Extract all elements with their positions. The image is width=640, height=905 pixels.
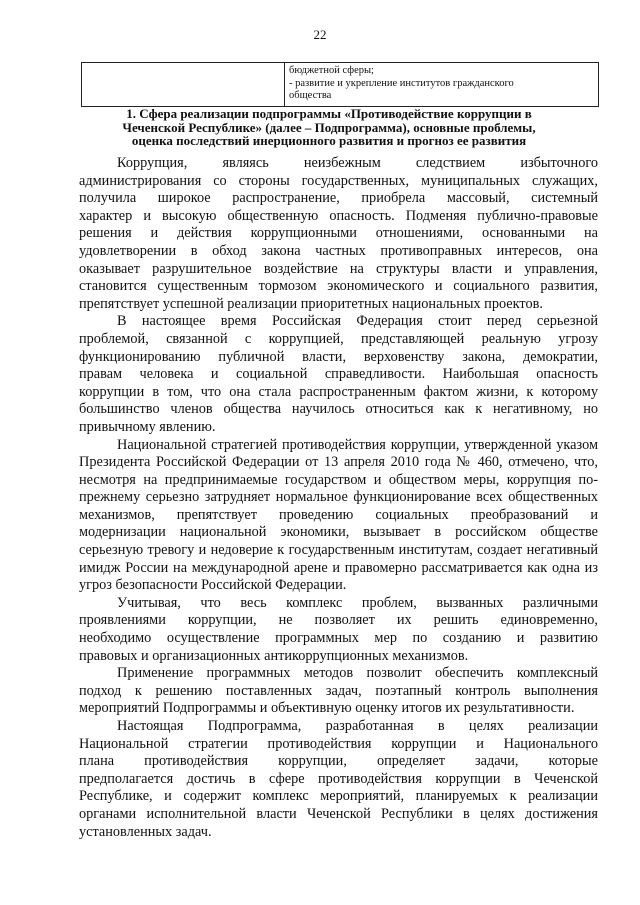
text-line: большинство членов общества научилось относиться как к негативному, но [79, 401, 598, 418]
text-line: проявлениями коррупции, не позволяет их решить единовременно, [79, 612, 598, 629]
text-line: Президента Российской Федерации от 13 апреля 2010 года № 460, отмечено, что, [79, 454, 598, 471]
text-line: Учитывая, что весь комплекс проблем, вызванных различными [117, 594, 598, 611]
paragraph [79, 665, 598, 718]
text-line: имидж России на международной арене и правомерно рассматривается как одна из [79, 559, 598, 576]
table-line: бюджетной сферы; [289, 65, 374, 76]
body-text [79, 155, 598, 841]
text-line: Республике, и содержит комплекс мероприятий, планируемых к реализации [79, 788, 598, 805]
section-heading [60, 107, 598, 148]
text-line: серьезную тревогу и недоверие к государственным институтам, создает негативный [79, 542, 598, 559]
table-right-cell [285, 63, 598, 106]
heading-line: Чеченской Республике» (далее – Подпрограмма), основные проблемы, [122, 119, 536, 135]
text-line: мероприятий Подпрограммы и объективную оценку итогов их результативности. [79, 700, 575, 717]
text-line: проблемой, связанной с коррупцией, представляющей реальную угрозу [79, 330, 598, 347]
text-line: препятствует успешной реализации приоритетных национальных проектов. [79, 295, 543, 312]
paragraph [79, 155, 598, 313]
text-line: прежнему серьезно затрудняет нормальное функционирование всех общественных [79, 489, 598, 506]
continued-table [81, 62, 599, 107]
text-line: функционированию публичной власти, верховенству закона, демократии, [79, 348, 598, 365]
paragraph [79, 437, 598, 595]
paragraph [79, 595, 598, 665]
text-line: механизмов, препятствует проведению социальных преобразований и [79, 506, 598, 523]
table-line: - развитие и укрепление институтов гражданского [289, 77, 514, 89]
text-line: Национальной стратегией противодействия коррупции, утвержденной указом [117, 436, 598, 453]
text-line: правовых и организационных антикоррупционных механизмов. [79, 647, 469, 664]
text-line: администрирования со стороны государственных, муниципальных служащих, [79, 172, 598, 189]
text-line: предполагается достичь в сфере противодействия коррупции в Чеченской [79, 770, 598, 787]
text-line: Применение программных методов позволит обеспечить комплексный [117, 665, 598, 682]
text-line: получила широкое распространение, приобрела массовый, системный [79, 190, 598, 207]
text-line: подход к решению поставленных задач, поэтапный контроль выполнения [79, 682, 598, 699]
text-line: правам человека и социальной справедливости. Наибольшая опасность [79, 366, 598, 383]
text-line: Коррупция, являясь неизбежным следствием избыточного [117, 155, 598, 171]
page-number: 22 [313, 27, 327, 42]
text-line: модернизации национальной экономики, вызывает в российском обществе [79, 524, 598, 541]
text-line: органами исполнительной власти Чеченской Республики в целях достижения [79, 805, 598, 822]
text-line: плана противодействия коррупции, определяет задачи, которые [79, 753, 598, 770]
heading-line: оценка последствий инерционного развития и прогноз ее развития [131, 133, 527, 148]
text-line: несмотря на предпринимаемые государством и обществом меры, коррупция по- [79, 471, 598, 488]
text-line: решения и действия коррупционными отношениями, основанными на [79, 225, 598, 242]
heading-line: 1. Сфера реализации подпрограммы «Противодействие коррупции в [126, 106, 532, 121]
text-line: угроз безопасности Российской Федерации. [79, 577, 347, 594]
paragraph [79, 313, 598, 436]
text-line: коррупции в том, что она стала распространенным фактом жизни, к которому [79, 383, 598, 400]
text-line: удовлетворении в обход закона частных противоправных интересов, она [79, 242, 598, 259]
text-line: В настоящее время Российская Федерация стоит перед серьезной [117, 313, 598, 330]
text-line: характер и высокую общественную опасность. Подменяя публично-правовые [79, 207, 598, 224]
text-line: Национальной стратегии противодействия коррупции и Национального [79, 735, 598, 752]
text-line: оказывает разрушительное воздействие на структуры власти и управления, [79, 260, 598, 277]
table-left-cell [82, 63, 285, 106]
table-line: общества [289, 90, 332, 101]
text-line: необходимо осуществление программных мер по созданию и развитию [79, 630, 598, 647]
text-line: установленных задач. [79, 823, 212, 840]
text-line: становится существенным тормозом экономического и социального развития, [79, 278, 598, 295]
text-line: Настоящая Подпрограмма, разработанная в целях реализации [117, 718, 598, 734]
text-line: привычному явлению. [79, 418, 216, 435]
paragraph [79, 718, 598, 841]
